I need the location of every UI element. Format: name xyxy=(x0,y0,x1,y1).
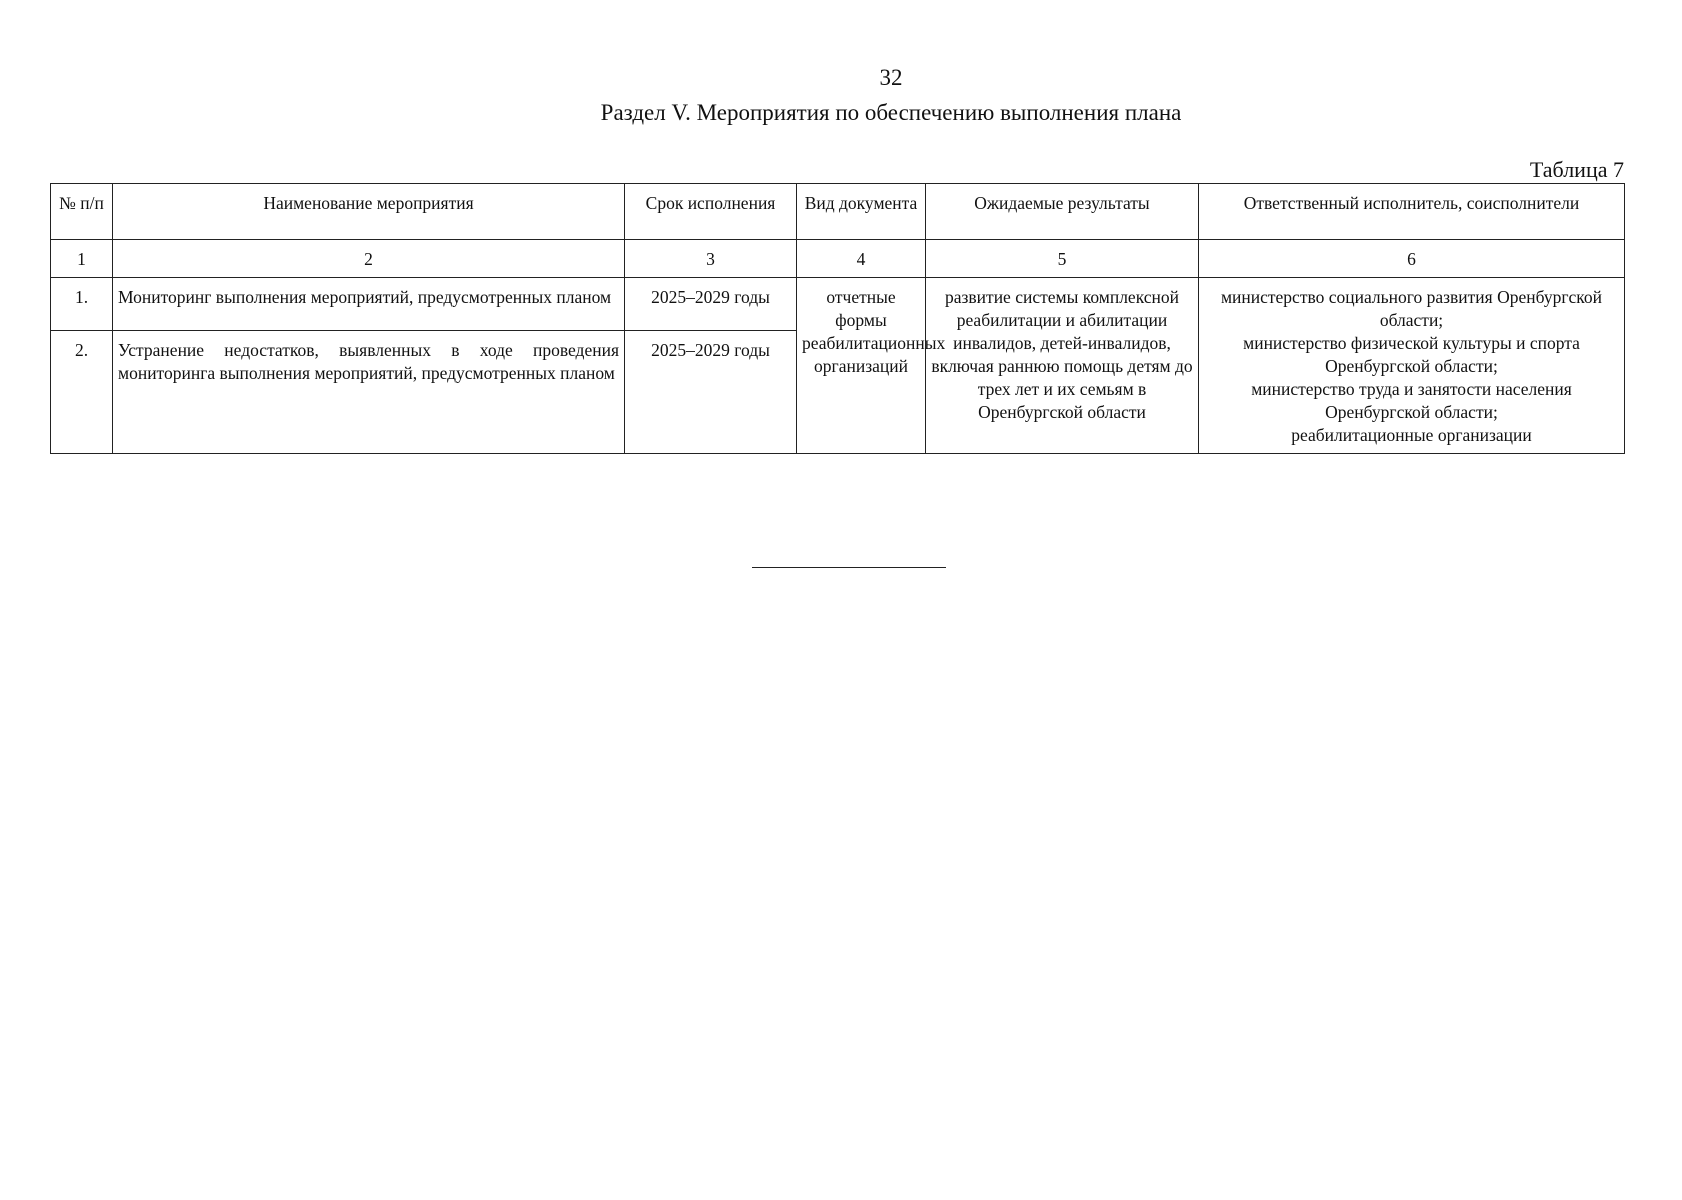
column-number: 3 xyxy=(625,240,797,278)
row-activity-name: Устранение недостатков, выявленных в ходе проведения мониторинга выполнения мероприятий, предусмотренных планом xyxy=(113,331,625,454)
expected-results-cell: развитие системы комплексной реабилитации и абилитации инвалидов, детей-инвалидов, включая раннюю помощь детям до трех лет и их семьям в Оренбургской области xyxy=(926,278,1199,454)
column-number-row xyxy=(51,240,1625,278)
executor-item: министерство физической культуры и спорта Оренбургской области; xyxy=(1243,333,1580,376)
header-executors: Ответственный исполнитель, соисполнители xyxy=(1199,184,1625,240)
header-name: Наименование мероприятия xyxy=(113,184,625,240)
header-expected-results: Ожидаемые результаты xyxy=(926,184,1199,240)
column-number: 6 xyxy=(1199,240,1625,278)
row-term: 2025–2029 годы xyxy=(625,278,797,331)
footer-divider xyxy=(752,567,946,568)
section-title: Раздел V. Мероприятия по обеспечению выполнения плана xyxy=(600,100,1182,125)
executor-item: министерство труда и занятости населения Оренбургской области; xyxy=(1251,379,1572,422)
row-number: 2. xyxy=(51,331,113,454)
header-number: № п/п xyxy=(51,184,113,240)
column-number: 2 xyxy=(113,240,625,278)
column-number: 4 xyxy=(797,240,926,278)
executor-item: министерство социального развития Оренбургской области; xyxy=(1220,287,1603,330)
plan-table xyxy=(50,183,1625,454)
row-term: 2025–2029 годы xyxy=(625,331,797,454)
executors-cell xyxy=(1199,278,1625,454)
header-term: Срок исполнения xyxy=(625,184,797,240)
row-number: 1. xyxy=(51,278,113,331)
row-activity-name: Мониторинг выполнения мероприятий, предусмотренных планом xyxy=(113,278,625,331)
header-document-type: Вид документа xyxy=(797,184,926,240)
table-caption: Таблица 7 xyxy=(1529,157,1624,182)
page-number: 32 xyxy=(879,65,903,90)
table-header-row xyxy=(51,184,1625,240)
column-number: 5 xyxy=(926,240,1199,278)
executor-item: реабилитационные организации xyxy=(1291,425,1532,445)
document-type-cell: отчетные формы реабилитационных организаций xyxy=(797,278,926,454)
column-number: 1 xyxy=(51,240,113,278)
table-row xyxy=(51,278,1625,331)
